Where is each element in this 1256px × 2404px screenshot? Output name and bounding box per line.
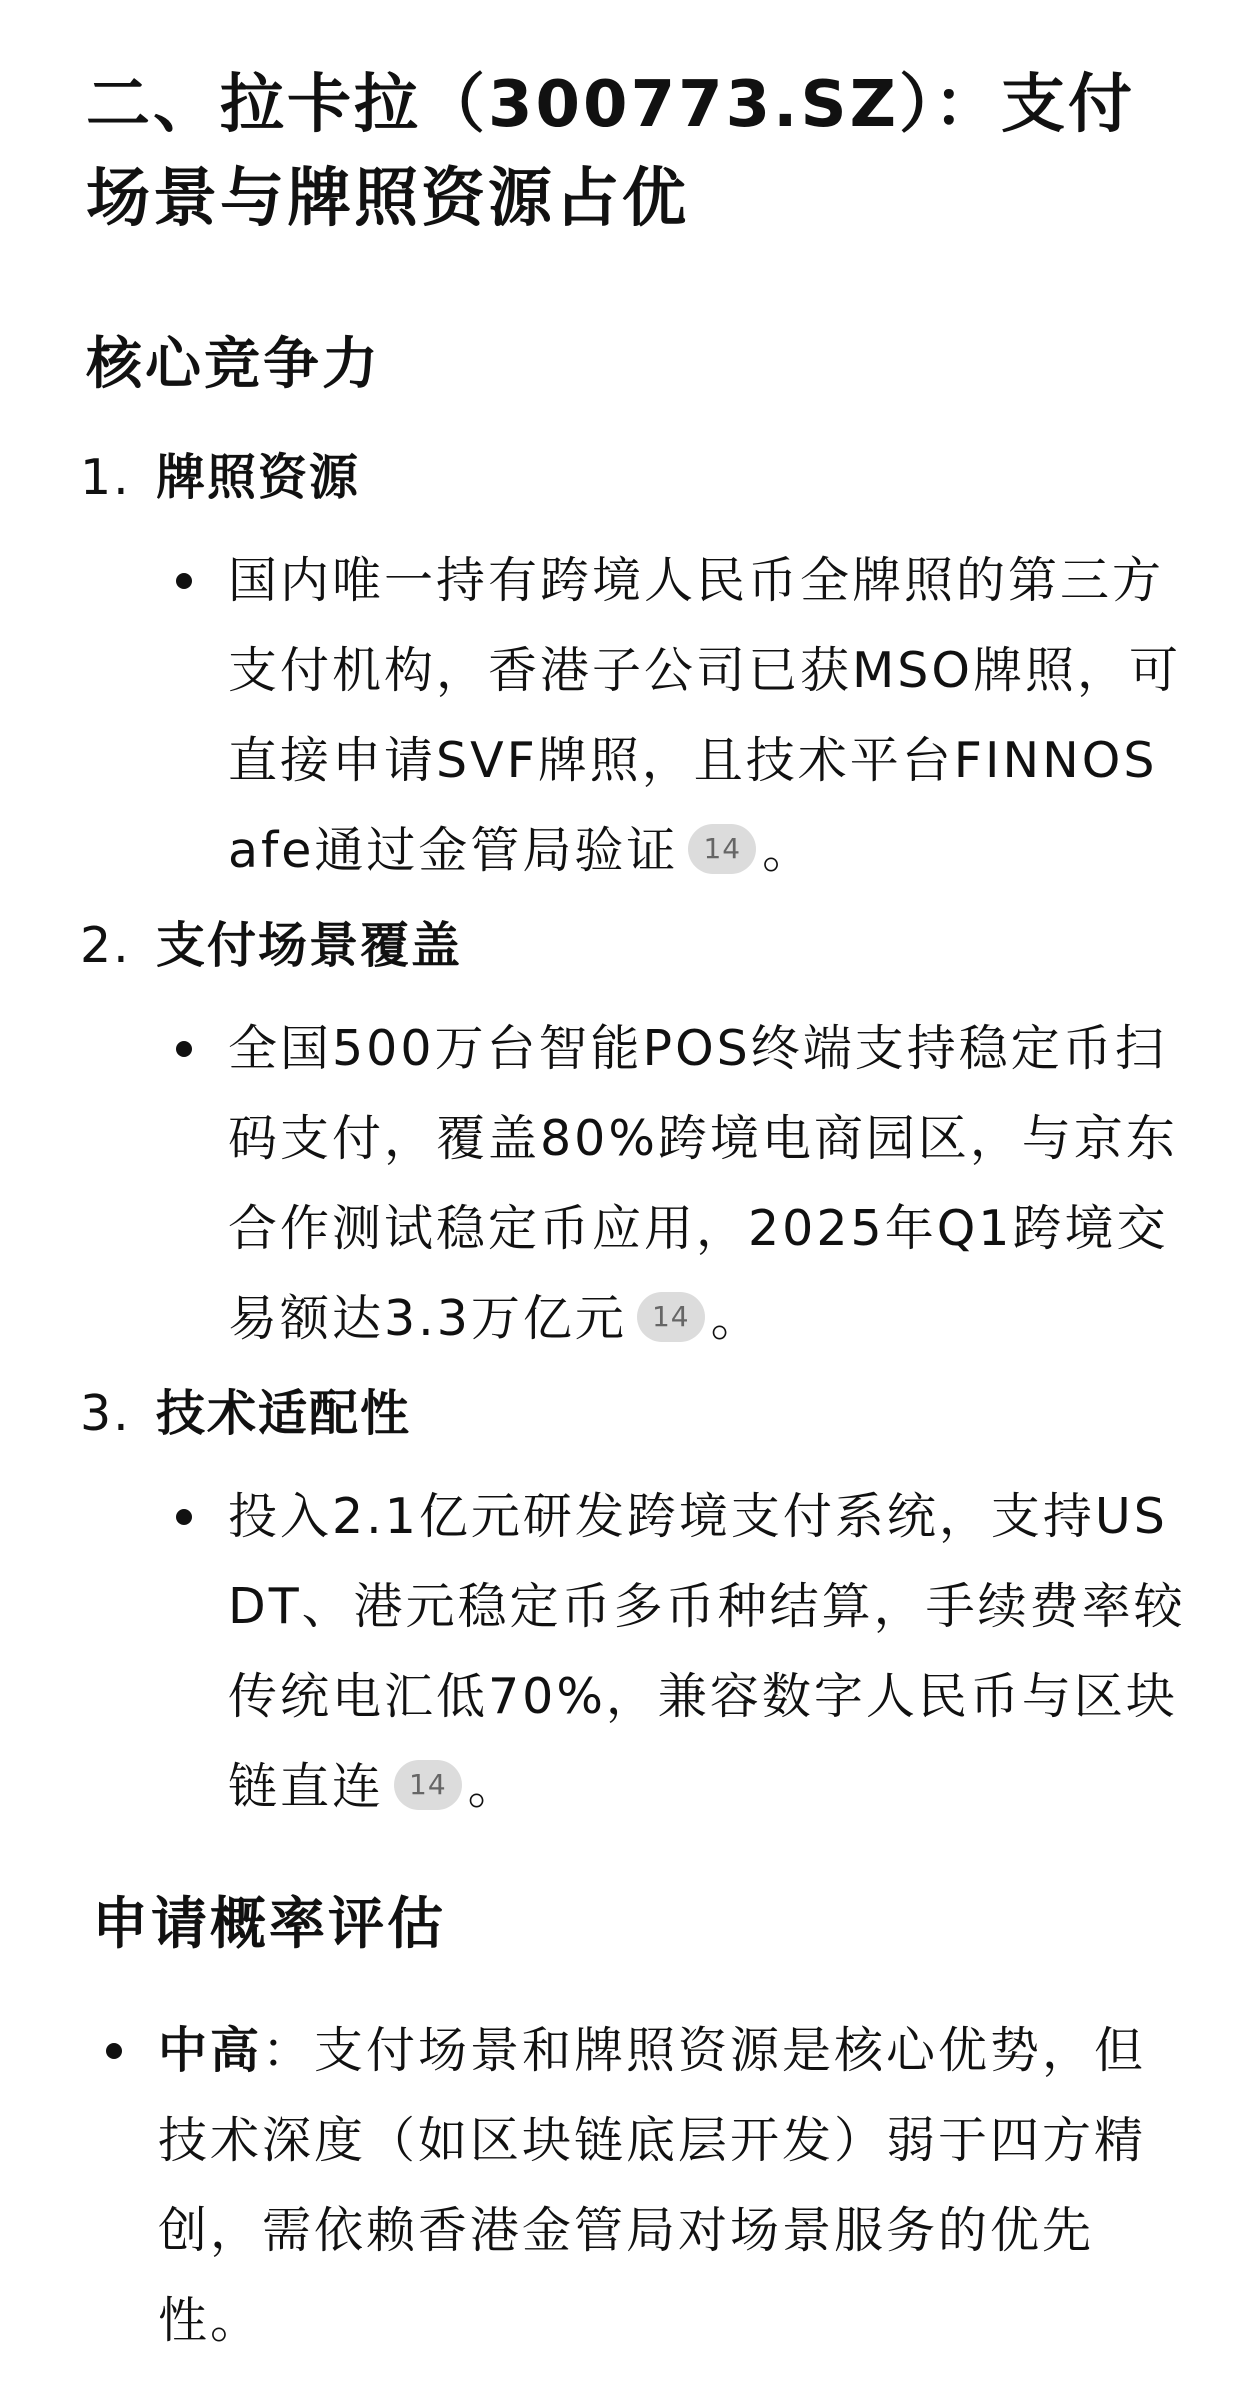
citation-badge[interactable]: 14 <box>688 824 756 874</box>
numbered-item-3-title <box>80 1384 411 1444</box>
bullet-dot <box>176 1509 192 1525</box>
list-item <box>228 1004 1188 1364</box>
item-title: 技术适配性 <box>156 1385 412 1442</box>
bullet-dot <box>176 1041 192 1057</box>
section-heading-core: 核心竞争力 <box>86 332 381 397</box>
item-number: 1. <box>80 449 131 506</box>
list-item <box>228 1472 1188 1832</box>
list-item-text <box>158 2006 1188 2366</box>
item-title: 牌照资源 <box>156 449 361 506</box>
section-heading-probability: 申请概率评估 <box>92 1892 446 1957</box>
list-item-text: 全国500万台智能POS终端支持稳定币扫码支付，覆盖80%跨境电商园区，与京东合作测试稳定币应用，2025年Q1跨境交易额达3.3万亿元 14 。 <box>228 1020 1178 1347</box>
item-title: 支付场景覆盖 <box>156 917 463 974</box>
page-title: 二、拉卡拉（300773.SZ）：支付场景与牌照资源占优 <box>86 68 1135 236</box>
list-item <box>158 2006 1188 2366</box>
item-number: 3. <box>80 1385 131 1442</box>
bullet-dot <box>106 2043 122 2059</box>
numbered-item-2-title <box>80 916 462 976</box>
citation-badge[interactable]: 14 <box>394 1760 462 1810</box>
rating-text: 支付场景和牌照资源是核心优势，但技术深度（如区块链底层开发）弱于四方精创，需依赖香港金管局对场景服务的优先性。 <box>158 2022 1147 2349</box>
citation-badge[interactable]: 14 <box>637 1292 705 1342</box>
list-item <box>228 536 1188 896</box>
bullet-dot <box>176 573 192 589</box>
numbered-item-1-title <box>80 448 360 508</box>
list-item-text: 国内唯一持有跨境人民币全牌照的第三方支付机构，香港子公司已获MSO牌照，可直接申请SVF牌照，且技术平台FINNOSafe通过金管局验证 14 。 <box>228 552 1181 879</box>
list-item-text: 投入2.1亿元研发跨境支付系统，支持USDT、港元稳定币多币种结算，手续费率较传统电汇低70%，兼容数字人民币与区块链直连 14 。 <box>228 1488 1186 1815</box>
rating-separator: ： <box>262 2022 315 2079</box>
rating-label: 中高 <box>158 2022 263 2079</box>
item-number: 2. <box>80 917 131 974</box>
